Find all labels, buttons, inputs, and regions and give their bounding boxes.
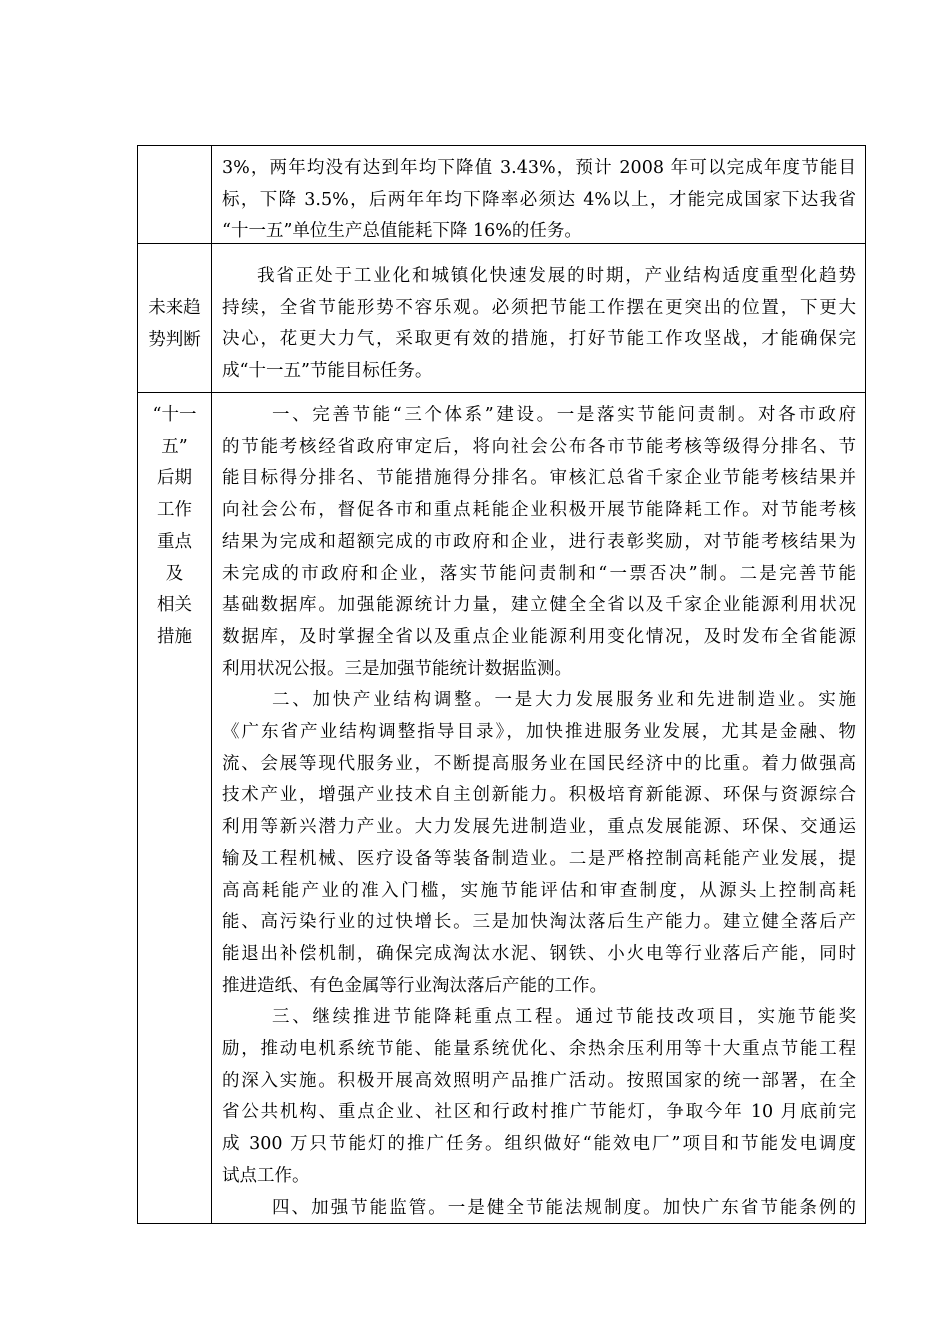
text-line: 三、继续推进节能降耗重点工程。通过节能技改项目，实施节能奖 — [272, 1007, 856, 1028]
label-line: 未来趋 — [148, 298, 201, 318]
row2-label — [138, 293, 211, 356]
text-line: 省公共机构、重点企业、社区和行政村推广节能灯，争取今年 10 月底前完 — [222, 1102, 856, 1123]
text-line: 标，下降 3.5%，后两年年均下降率必须达 4%以上，才能完成国家下达我省 — [222, 189, 856, 210]
text-line: 高高耗能产业的准入门槛，实施节能评估和审查制度，从源头上控制高耗 — [222, 880, 856, 901]
text-line: 决心，花更大力气，采取更有效的措施，打好节能工作攻坚战，才能确保完 — [222, 329, 856, 350]
text-line: 向社会公布，督促各市和重点耗能企业积极开展节能降耗工作。对节能考核 — [222, 500, 856, 521]
row3-label — [138, 400, 211, 654]
label-line: 势判断 — [148, 329, 201, 350]
document-table — [137, 145, 866, 1224]
label-line: 五” — [161, 436, 188, 457]
text-line: 成 300 万只节能灯的推广任务。组织做好“能效电厂”项目和节能发电调度 — [222, 1134, 856, 1155]
text-line: 能目标得分排名、节能措施得分排名。审核汇总省千家企业节能考核结果并 — [222, 468, 856, 489]
text-line: 四、加强节能监管。一是健全节能法规制度。加快广东省节能条例的 — [272, 1197, 856, 1218]
label-line: “十一 — [152, 405, 197, 425]
text-line: 励，推动电机系统节能、能量系统优化、余热余压利用等十大重点节能工程 — [222, 1039, 856, 1060]
text-line: “十一五”单位生产总值能耗下降 16%的任务。 — [222, 221, 582, 242]
text-line: 能、高污染行业的过快增长。三是加快淘汰落后生产能力。建立健全落后产 — [222, 912, 856, 933]
text-line: 《广东省产业结构调整指导目录》，加快推进服务业发展，尤其是金融、物 — [222, 722, 856, 743]
text-line: 的节能考核经省政府审定后，将向社会公布各市节能考核等级得分排名、节 — [222, 436, 856, 457]
text-line: 利用状况公报。三是加强节能统计数据监测。 — [222, 658, 572, 679]
row2-content — [222, 261, 856, 388]
row-divider — [138, 392, 865, 393]
column-divider — [211, 146, 212, 1223]
text-line: 持续，全省节能形势不容乐观。必须把节能工作摆在更突出的位置，下更大 — [222, 297, 856, 318]
text-line: 结果为完成和超额完成的市政府和企业，进行表彰奖励，对节能考核结果为 — [222, 531, 856, 552]
row1-content — [222, 153, 856, 248]
text-line: 3%，两年均没有达到年均下降值 3.43%，预计 2008 年可以完成年度节能目 — [222, 158, 856, 178]
label-line: 措施 — [157, 626, 192, 647]
label-line: 工作 — [157, 500, 192, 521]
text-line: 技术产业，增强产业技术自主创新能力。积极培育新能源、环保与资源综合 — [222, 785, 856, 806]
text-line: 成“十一五”节能目标任务。 — [222, 361, 433, 382]
label-line: 后期 — [157, 468, 192, 489]
text-line: 二、加快产业结构调整。一是大力发展服务业和先进制造业。实施 — [272, 690, 856, 711]
text-line: 我省正处于工业化和城镇化快速发展的时期，产业结构适度重型化趋势 — [257, 266, 856, 286]
text-line: 利用等新兴潜力产业。大力发展先进制造业，重点发展能源、环保、交通运 — [222, 817, 856, 838]
text-line: 一、完善节能“三个体系”建设。一是落实节能问责制。对各市政府 — [272, 405, 856, 425]
text-line: 流、会展等现代服务业，不断提高服务业在国民经济中的比重。着力做强高 — [222, 753, 856, 774]
text-line: 输及工程机械、医疗设备等装备制造业。二是严格控制高耗能产业发展，提 — [222, 848, 856, 869]
label-line: 及 — [165, 563, 184, 584]
text-line: 未完成的市政府和企业，落实节能问责制和“一票否决”制。二是完善节能 — [222, 563, 856, 584]
text-line: 数据库，及时掌握全省以及重点企业能源利用变化情况，及时发布全省能源 — [222, 626, 856, 647]
label-line: 相关 — [157, 595, 192, 616]
text-line: 推进造纸、有色金属等行业淘汰落后产能的工作。 — [222, 975, 607, 996]
text-line: 能退出补偿机制，确保完成淘汰水泥、钢铁、小火电等行业落后产能，同时 — [222, 943, 856, 964]
label-line: 重点 — [157, 531, 192, 552]
text-line: 的深入实施。积极开展高效照明产品推广活动。按照国家的统一部署，在全 — [222, 1070, 856, 1091]
text-line: 试点工作。 — [222, 1165, 310, 1186]
row3-content — [222, 400, 856, 1224]
text-line: 基础数据库。加强能源统计力量，建立健全全省以及千家企业能源利用状况 — [222, 595, 856, 616]
